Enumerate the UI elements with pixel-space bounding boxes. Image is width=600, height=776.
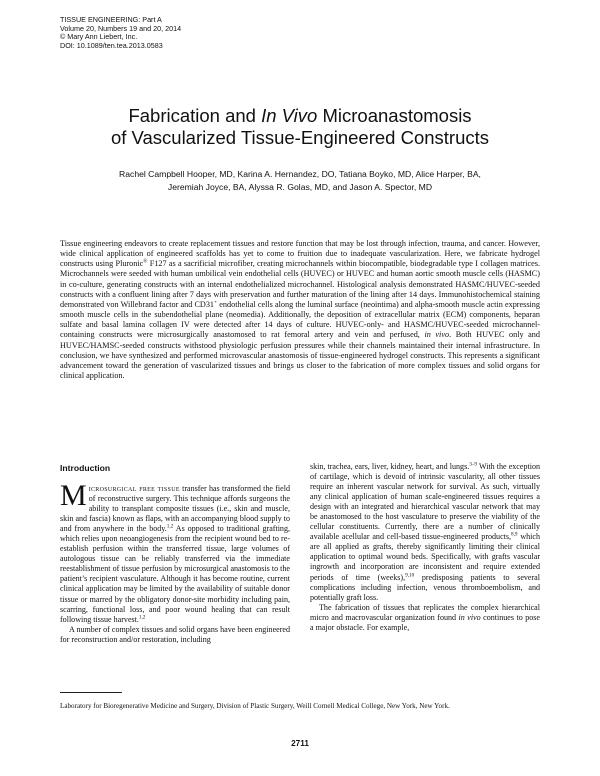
intro-text-3a: skin, trachea, ears, liver, kidney, heart, and lungs. bbox=[310, 462, 470, 471]
intro-text-3c: which are all applied as grafts, thereby significantly limiting their clinical application to optimal wound beds. Specifically, with grafts vascular ingrowth and incorporation are inconsistent and require extended periods of time (weeks), bbox=[310, 532, 540, 582]
cd31-plus-superscript: + bbox=[214, 299, 218, 306]
intro-paragraph-3 bbox=[310, 462, 540, 603]
authors-line1: Rachel Campbell Hooper, MD, Karina A. Hernandez, DO, Tatiana Boyko, MD, Alice Harper, BA, bbox=[119, 169, 481, 179]
intro-text-4a: The fabrication of tissues that replicates the complex hierarchical micro and macrovascular organization found bbox=[310, 602, 540, 622]
title-italic: In Vivo bbox=[261, 105, 318, 126]
title-line2: of Vascularized Tissue-Engineered Constructs bbox=[110, 127, 490, 148]
abstract-in-vivo: in vivo bbox=[424, 330, 450, 340]
intro-text-3d: predisposing patients to several complications including infection, venous thromboembolism, and potentially graft loss. bbox=[310, 572, 540, 602]
abstract-text-1: Tissue engineering endeavors to create replacement tissues and restore function that may be lost through infection, trauma, and cancer. However, wide clinical application of engineered scaffolds has yet to come to fruition due to inadequate vascularization. Here, we fabricate hydrogel constructs using Pluronic bbox=[60, 239, 540, 269]
journal-doi: DOI: 10.1089/ten.tea.2013.0583 bbox=[60, 40, 163, 50]
intro-smallcaps: icrosurgical free tissue bbox=[88, 484, 180, 493]
abstract-text-2: F127 as a sacrificial microfiber, creating microchannels within biocompatible, biodegradable type I collagen matrices. Microchannels were seeded with human umbilical vein endothelial cells (HUVEC) or HUVEC and human aortic smooth muscle cells (HASMC) in co-culture, generating constructs with an internal endothelialized microchannel. Histological analysis demonstrated HASMC/HUVEC-seeded constructs with a confluent lining after 7 days with preservation and further maturation of the lining after 14 days. Immunohistochemical staining demonstrated von Willebrand factor and CD31 bbox=[60, 259, 541, 309]
journal-volume: Volume 20, Numbers 19 and 20, 2014 bbox=[60, 23, 182, 33]
intro-in-vivo: in vivo bbox=[458, 612, 481, 622]
registered-mark: ® bbox=[143, 258, 148, 265]
title-part1: Fabrication and bbox=[128, 105, 262, 126]
abstract-text-3: endothelial cells along the luminal surface (neointima) and alpha-smooth muscle actin expressing smooth muscle cells in the subendothelial plane (neomedia). Additionally, the deposition of extracellular matrix (ECM) components, heparan sulfate and basal lamina collagen IV were detected after 14 days of culture. HUVEC-only- and HASMC/HUVEC-seeded microchannel-containing constructs were microsurgically anastomosed to rat femoral artery and vein and perfused, bbox=[60, 299, 540, 340]
drop-cap: M bbox=[60, 479, 87, 512]
reference-superscript: 3–9 bbox=[469, 461, 477, 468]
title-part2: Microanastomosis bbox=[317, 105, 472, 126]
paper-title bbox=[60, 105, 540, 149]
intro-text-4b: continues to pose a major obstacle. For example, bbox=[310, 612, 540, 632]
journal-copyright: © Mary Ann Liebert, Inc. bbox=[60, 32, 138, 42]
body-column-right bbox=[310, 462, 540, 633]
abstract-text-4: . Both HUVEC only and HUVEC/HAMSC-seeded constructs withstood physiologic perfusion pressures while their channels maintained their internal infrastructure. In conclusion, we have synthesized and performed microvascular anastomosis of tissue-engineered hydrogel constructs. This represents a significant advancement toward the generation of vascularized tissues and brings us closer to the fabrication of more complex tissues and solid organs for clinical application. bbox=[60, 330, 540, 381]
reference-superscript: 8,9 bbox=[511, 531, 518, 538]
intro-paragraph-4 bbox=[310, 603, 540, 633]
journal-info bbox=[60, 16, 181, 50]
page-number: 2711 bbox=[291, 739, 309, 748]
body-column-left bbox=[60, 479, 290, 645]
intro-paragraph-2: A number of complex tissues and solid organs have been engineered for reconstruction and/or restoration, including bbox=[60, 624, 290, 644]
footnote-divider bbox=[60, 692, 122, 693]
intro-text-1b: As opposed to traditional grafting, which relies upon neoangiogenesis from the recipient wound bed to re-establish perfusion within the transferred tissue, large volumes of autologous tissue can be reliably transferred via the immediate reestablishment of tissue perfusion by microsurgical anastomosis to the patient’s recipient vasculature. Although it has become routine, current clinical application may be limited by the availability of suitable donor tissue or marred by the obligatory donor-site morbidity including pain, scarring, functional loss, and poor wound healing that can result following tissue harvest. bbox=[60, 524, 290, 624]
author-list bbox=[60, 168, 540, 193]
intro-text-1: transfer has transformed the field of reconstructive surgery. This technique affords surgeons the ability to transplant composite tissues (i.e., skin and muscle, skin and fascia) known as flaps, with an accompanying blood supply to and from anywhere in the body. bbox=[60, 484, 290, 534]
introduction-heading: Introduction bbox=[60, 463, 111, 473]
reference-superscript: 1,2 bbox=[166, 523, 174, 530]
reference-superscript: 9,10 bbox=[405, 571, 415, 578]
intro-text-3b: With the exception of cartilage, which is devoid of intrinsic vascularity, all other tissues require an inherent vascular network for survival. As such, virtually any clinical application of human scale-engineered tissues requires a design with an integrated and hierarchical vascular network that may be anastomosed to the host vasculature to preserve the viability of the cellular constituents. Currently, there are a number of clinically available acellular and cell-based tissue-engineered products, bbox=[310, 462, 540, 542]
affiliation-footnote: Laboratory for Bioregenerative Medicine and Surgery, Division of Plastic Surgery, Weill Cornell Medical College, New York, New York. bbox=[60, 702, 450, 710]
intro-paragraph-1 bbox=[60, 479, 290, 625]
authors-line2: Jeremiah Joyce, BA, Alyssa R. Golas, MD, and Jason A. Spector, MD bbox=[167, 181, 433, 192]
abstract bbox=[60, 239, 540, 381]
reference-superscript: 1,2 bbox=[138, 613, 146, 620]
journal-name: TISSUE ENGINEERING: Part A bbox=[60, 15, 162, 24]
